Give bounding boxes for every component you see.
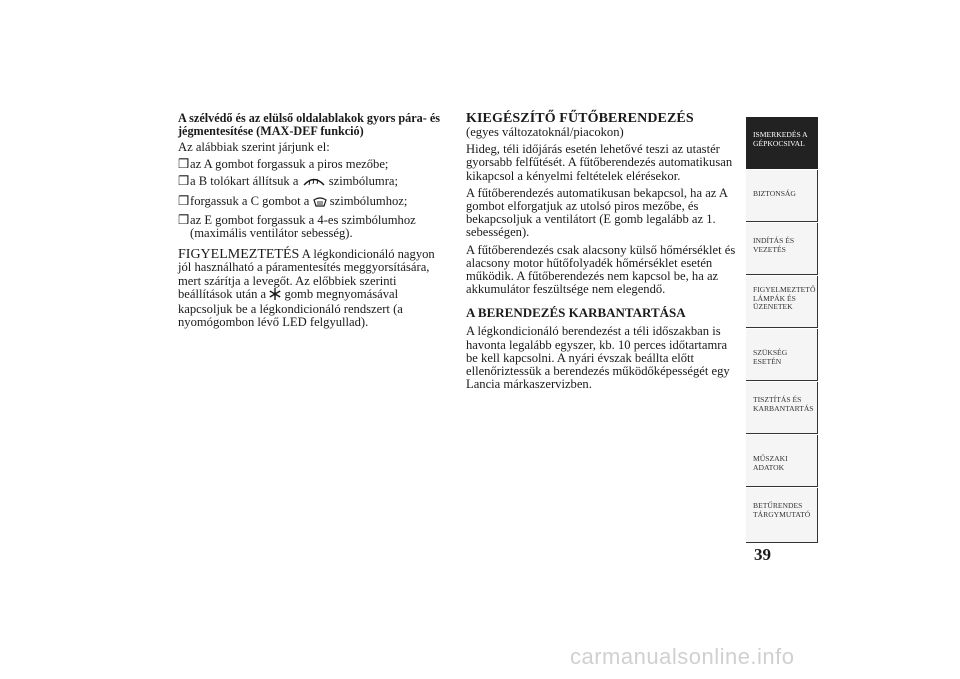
bullet-mark: ❒ (178, 193, 190, 208)
right-column (466, 112, 738, 395)
tab-starting-driving[interactable] (746, 223, 818, 275)
tab-label: MŰSZAKI ADATOK (753, 454, 788, 472)
page-number: 39 (754, 545, 771, 564)
tab-emergency[interactable] (746, 329, 818, 381)
windshield-heat-icon (313, 196, 327, 210)
tab-warning-lights[interactable] (746, 276, 818, 328)
list-item-text-pre: a B tolókart állítsuk a (190, 174, 299, 189)
section-subtitle: (egyes változatoknál/piacokon) (466, 125, 624, 139)
tab-label: ISMERKEDÉS A (753, 130, 808, 139)
paragraph: A fűtőberendezés automatikusan bekapcsol, ha az A gombot elforgatjuk az utolsó piros mezőbe, és bekapcsoljuk a ventilátort (E gomb legalább az 1. sebességen). (466, 185, 728, 240)
snowflake-ac-icon (269, 288, 281, 303)
list-item-text (190, 175, 450, 190)
tab-safety[interactable] (746, 170, 818, 222)
tab-label: BETŰRENDES (753, 501, 803, 510)
tab-label: VEZETÉS (753, 244, 786, 254)
bullet-mark: ❒ (178, 174, 190, 189)
list-item-text: az A gombot forgassuk a piros mezőbe; (190, 157, 389, 172)
list-item (178, 195, 450, 210)
tab-technical-data[interactable] (746, 435, 818, 487)
windshield-defrost-icon (302, 176, 326, 190)
tab-index[interactable] (746, 488, 818, 543)
list-item-text-post: szimbólumhoz; (329, 193, 408, 208)
section-subheading: A szélvédő és az elülső oldalablakok gyors pára- és jégmentesítése (MAX-DEF funkció) (178, 111, 441, 138)
warning-title: FIGYELMEZTETÉS (178, 247, 300, 263)
tab-label: ÜZENETEK (753, 302, 793, 312)
list-item (178, 158, 450, 171)
paragraph: A légkondicionáló berendezést a téli időszakban is havonta legalább egyszer, kb. 10 perces időtartamra be kell kapcsolni. A nyári évszak beállta előtt ellenőriztessük a berendezés működőképességét egy Lancia márkaszervizben. (466, 324, 730, 392)
section-heading: KIEGÉSZÍTŐ FŰTŐBERENDEZÉS (466, 111, 694, 126)
tab-label: TÁRGYMUTATÓ (753, 509, 811, 519)
paragraph: A fűtőberendezés csak alacsony külső hőmérséklet és alacsony motor hűtőfolyadék hőmérséklet esetén működik. A fűtőberendezés nem kapcsol be, ha az akkumulátor feszültsége nem elegendő. (466, 242, 736, 297)
list-item-text (190, 195, 450, 210)
watermark: carmanualsonline.info (570, 644, 795, 669)
list-item-text: az E gombot forgassuk a 4-es szimbólumhoz (maximális ventilátor sebesség). (190, 212, 416, 241)
paragraph: Hideg, téli időjárás esetén lehetővé teszi az utastér gyorsabb felfűtését. A fűtőberendezés automatikusan kikapcsol a kényelmi feltételek elérésekor. (466, 142, 733, 183)
tab-getting-to-know[interactable] (746, 117, 818, 169)
tab-label: GÉPKOCSIVAL (753, 138, 805, 148)
left-column (178, 112, 450, 333)
tab-label: BIZTONSÁG (753, 189, 796, 198)
tab-maintenance[interactable] (746, 382, 818, 434)
warning-text-1: A légkondicionáló nagyon jól használható a páramentesítés meggyorsítására, mert szárítja a levegőt. Az előbbiek szerinti beállítások után a (178, 247, 435, 301)
list-item (178, 214, 450, 240)
tab-label: TISZTÍTÁS ÉS (753, 395, 802, 404)
bullet-mark: ❒ (178, 157, 190, 172)
intro-text: Az alábbiak szerint járjunk el: (178, 140, 330, 154)
warning-paragraph (178, 248, 450, 329)
tab-label: SZÜKSÉG ESETÉN (753, 348, 788, 366)
bullet-mark: ❒ (178, 212, 190, 227)
tab-label: LÁMPÁK ÉS (753, 293, 796, 303)
list-item (178, 175, 450, 190)
list-item-text-post: szimbólumra; (328, 174, 399, 189)
tab-label: FIGYELMEZTETŐ (753, 285, 816, 294)
section-heading-maintenance: A BERENDEZÉS KARBANTARTÁSA (466, 305, 686, 321)
list-item-text-pre: forgassuk a C gombot a (190, 193, 310, 208)
tab-label: KARBANTARTÁS (753, 403, 814, 413)
tab-label: INDÍTÁS ÉS (753, 236, 795, 245)
chapter-sidebar (746, 117, 818, 543)
warning-text-2: gomb megnyomásával kapcsoljuk be a légkondicionáló rendszert (a nyomógombon lévő LED felgyullad). (178, 286, 403, 330)
